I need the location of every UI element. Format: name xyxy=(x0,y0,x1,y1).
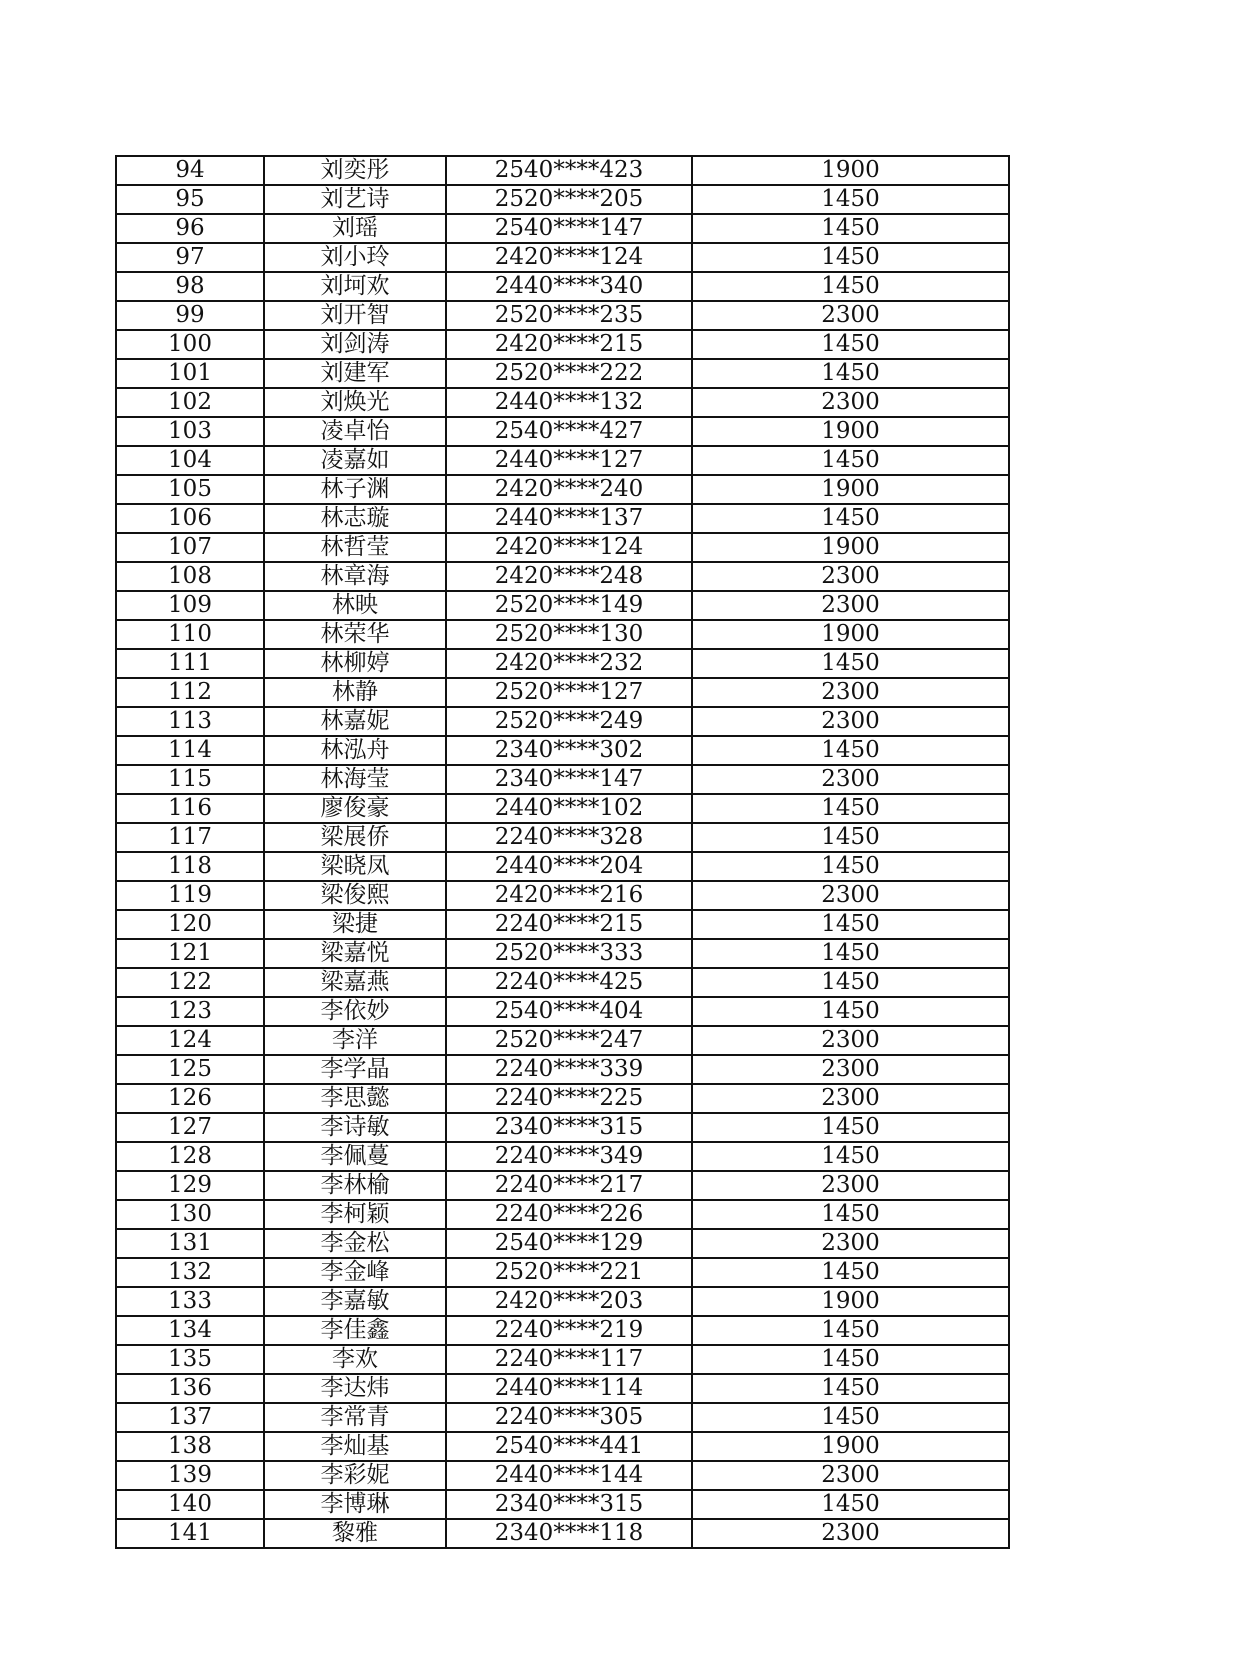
cell-name: 李嘉敏 xyxy=(264,1287,446,1316)
cell-number: 136 xyxy=(116,1374,264,1403)
cell-number: 120 xyxy=(116,910,264,939)
cell-number: 131 xyxy=(116,1229,264,1258)
cell-name: 凌卓怡 xyxy=(264,417,446,446)
cell-number: 107 xyxy=(116,533,264,562)
cell-id: 2520****222 xyxy=(446,359,692,388)
cell-name: 黎雅 xyxy=(264,1519,446,1548)
cell-name: 刘坷欢 xyxy=(264,272,446,301)
cell-amount: 2300 xyxy=(692,881,1009,910)
cell-number: 135 xyxy=(116,1345,264,1374)
table-row xyxy=(116,794,1009,823)
cell-amount: 1450 xyxy=(692,1258,1009,1287)
cell-amount: 2300 xyxy=(692,1171,1009,1200)
cell-name: 李佳鑫 xyxy=(264,1316,446,1345)
cell-amount: 1450 xyxy=(692,1490,1009,1519)
cell-amount: 2300 xyxy=(692,1084,1009,1113)
cell-amount: 1450 xyxy=(692,272,1009,301)
cell-number: 127 xyxy=(116,1113,264,1142)
table-row xyxy=(116,1287,1009,1316)
cell-amount: 1900 xyxy=(692,417,1009,446)
table-row xyxy=(116,1113,1009,1142)
cell-id: 2240****217 xyxy=(446,1171,692,1200)
cell-id: 2340****147 xyxy=(446,765,692,794)
cell-number: 96 xyxy=(116,214,264,243)
table-row xyxy=(116,1142,1009,1171)
cell-id: 2240****339 xyxy=(446,1055,692,1084)
table-row xyxy=(116,910,1009,939)
cell-number: 106 xyxy=(116,504,264,533)
cell-amount: 1900 xyxy=(692,475,1009,504)
cell-id: 2440****144 xyxy=(446,1461,692,1490)
cell-number: 112 xyxy=(116,678,264,707)
table-row xyxy=(116,968,1009,997)
cell-name: 林章海 xyxy=(264,562,446,591)
cell-name: 李金松 xyxy=(264,1229,446,1258)
cell-id: 2520****247 xyxy=(446,1026,692,1055)
cell-amount: 2300 xyxy=(692,388,1009,417)
cell-id: 2240****225 xyxy=(446,1084,692,1113)
cell-name: 梁晓凤 xyxy=(264,852,446,881)
cell-id: 2240****425 xyxy=(446,968,692,997)
cell-id: 2520****149 xyxy=(446,591,692,620)
cell-number: 139 xyxy=(116,1461,264,1490)
cell-amount: 1450 xyxy=(692,997,1009,1026)
table-row xyxy=(116,649,1009,678)
cell-amount: 1450 xyxy=(692,939,1009,968)
table-row xyxy=(116,1229,1009,1258)
table-row xyxy=(116,1200,1009,1229)
cell-number: 122 xyxy=(116,968,264,997)
cell-amount: 1450 xyxy=(692,1200,1009,1229)
cell-amount: 1450 xyxy=(692,185,1009,214)
cell-id: 2240****328 xyxy=(446,823,692,852)
cell-id: 2520****127 xyxy=(446,678,692,707)
cell-amount: 1450 xyxy=(692,359,1009,388)
table-row xyxy=(116,823,1009,852)
table-row xyxy=(116,156,1009,185)
table-row xyxy=(116,417,1009,446)
cell-id: 2440****340 xyxy=(446,272,692,301)
table-row xyxy=(116,1374,1009,1403)
cell-name: 刘开智 xyxy=(264,301,446,330)
table-row xyxy=(116,301,1009,330)
cell-amount: 2300 xyxy=(692,1461,1009,1490)
cell-id: 2420****248 xyxy=(446,562,692,591)
table-row xyxy=(116,243,1009,272)
roster-table xyxy=(115,155,1010,1549)
cell-id: 2240****226 xyxy=(446,1200,692,1229)
cell-number: 123 xyxy=(116,997,264,1026)
table-row xyxy=(116,881,1009,910)
cell-number: 119 xyxy=(116,881,264,910)
cell-id: 2420****203 xyxy=(446,1287,692,1316)
cell-number: 101 xyxy=(116,359,264,388)
cell-name: 刘奕彤 xyxy=(264,156,446,185)
cell-amount: 1450 xyxy=(692,243,1009,272)
cell-amount: 2300 xyxy=(692,1519,1009,1548)
cell-number: 133 xyxy=(116,1287,264,1316)
cell-name: 林志璇 xyxy=(264,504,446,533)
cell-name: 刘艺诗 xyxy=(264,185,446,214)
cell-id: 2240****349 xyxy=(446,1142,692,1171)
cell-id: 2540****427 xyxy=(446,417,692,446)
cell-name: 李金峰 xyxy=(264,1258,446,1287)
cell-name: 李诗敏 xyxy=(264,1113,446,1142)
cell-number: 97 xyxy=(116,243,264,272)
table-row xyxy=(116,1316,1009,1345)
cell-name: 李博琳 xyxy=(264,1490,446,1519)
cell-amount: 1450 xyxy=(692,794,1009,823)
cell-id: 2340****315 xyxy=(446,1490,692,1519)
cell-name: 林嘉妮 xyxy=(264,707,446,736)
cell-name: 林柳婷 xyxy=(264,649,446,678)
table-row xyxy=(116,272,1009,301)
cell-id: 2540****404 xyxy=(446,997,692,1026)
cell-number: 105 xyxy=(116,475,264,504)
cell-amount: 1450 xyxy=(692,968,1009,997)
cell-name: 李佩蔓 xyxy=(264,1142,446,1171)
cell-number: 108 xyxy=(116,562,264,591)
table-row xyxy=(116,765,1009,794)
table-row xyxy=(116,1055,1009,1084)
cell-amount: 1900 xyxy=(692,620,1009,649)
cell-number: 115 xyxy=(116,765,264,794)
cell-amount: 1450 xyxy=(692,852,1009,881)
cell-amount: 1900 xyxy=(692,1432,1009,1461)
cell-name: 刘焕光 xyxy=(264,388,446,417)
cell-id: 2240****215 xyxy=(446,910,692,939)
cell-number: 128 xyxy=(116,1142,264,1171)
cell-name: 梁展侨 xyxy=(264,823,446,852)
cell-number: 134 xyxy=(116,1316,264,1345)
cell-name: 李思懿 xyxy=(264,1084,446,1113)
table-row xyxy=(116,620,1009,649)
cell-name: 林子渊 xyxy=(264,475,446,504)
table-row xyxy=(116,475,1009,504)
cell-number: 98 xyxy=(116,272,264,301)
table-row xyxy=(116,562,1009,591)
table-row xyxy=(116,997,1009,1026)
cell-name: 林荣华 xyxy=(264,620,446,649)
cell-number: 141 xyxy=(116,1519,264,1548)
cell-number: 126 xyxy=(116,1084,264,1113)
cell-id: 2540****147 xyxy=(446,214,692,243)
table-row xyxy=(116,185,1009,214)
cell-number: 103 xyxy=(116,417,264,446)
table-row xyxy=(116,1432,1009,1461)
cell-id: 2520****221 xyxy=(446,1258,692,1287)
roster-table-body xyxy=(116,156,1009,1548)
cell-amount: 1450 xyxy=(692,1113,1009,1142)
document-page xyxy=(115,155,1008,1549)
cell-name: 林海莹 xyxy=(264,765,446,794)
cell-number: 95 xyxy=(116,185,264,214)
cell-amount: 1450 xyxy=(692,1345,1009,1374)
cell-amount: 2300 xyxy=(692,678,1009,707)
cell-amount: 2300 xyxy=(692,1055,1009,1084)
cell-name: 李达炜 xyxy=(264,1374,446,1403)
table-row xyxy=(116,214,1009,243)
cell-amount: 1450 xyxy=(692,446,1009,475)
cell-amount: 2300 xyxy=(692,707,1009,736)
cell-number: 94 xyxy=(116,156,264,185)
table-row xyxy=(116,446,1009,475)
cell-name: 李柯颖 xyxy=(264,1200,446,1229)
table-row xyxy=(116,359,1009,388)
cell-amount: 2300 xyxy=(692,1229,1009,1258)
cell-id: 2240****219 xyxy=(446,1316,692,1345)
cell-id: 2440****102 xyxy=(446,794,692,823)
cell-number: 100 xyxy=(116,330,264,359)
cell-amount: 1450 xyxy=(692,1374,1009,1403)
cell-name: 林哲莹 xyxy=(264,533,446,562)
cell-name: 李欢 xyxy=(264,1345,446,1374)
cell-amount: 1450 xyxy=(692,504,1009,533)
cell-id: 2240****117 xyxy=(446,1345,692,1374)
cell-id: 2520****205 xyxy=(446,185,692,214)
cell-number: 114 xyxy=(116,736,264,765)
cell-id: 2520****235 xyxy=(446,301,692,330)
cell-name: 林映 xyxy=(264,591,446,620)
cell-amount: 1450 xyxy=(692,214,1009,243)
cell-amount: 1450 xyxy=(692,1316,1009,1345)
cell-amount: 1900 xyxy=(692,156,1009,185)
table-row xyxy=(116,678,1009,707)
cell-amount: 1450 xyxy=(692,736,1009,765)
cell-id: 2420****124 xyxy=(446,533,692,562)
cell-number: 140 xyxy=(116,1490,264,1519)
cell-id: 2440****132 xyxy=(446,388,692,417)
cell-number: 125 xyxy=(116,1055,264,1084)
table-row xyxy=(116,852,1009,881)
cell-number: 102 xyxy=(116,388,264,417)
cell-number: 109 xyxy=(116,591,264,620)
cell-amount: 1450 xyxy=(692,1142,1009,1171)
cell-name: 梁俊熙 xyxy=(264,881,446,910)
cell-name: 李林榆 xyxy=(264,1171,446,1200)
cell-amount: 1450 xyxy=(692,823,1009,852)
cell-name: 李彩妮 xyxy=(264,1461,446,1490)
table-row xyxy=(116,504,1009,533)
cell-number: 117 xyxy=(116,823,264,852)
cell-name: 李学晶 xyxy=(264,1055,446,1084)
cell-id: 2420****124 xyxy=(446,243,692,272)
table-row xyxy=(116,1490,1009,1519)
cell-id: 2540****441 xyxy=(446,1432,692,1461)
cell-amount: 1450 xyxy=(692,330,1009,359)
cell-id: 2520****333 xyxy=(446,939,692,968)
cell-number: 124 xyxy=(116,1026,264,1055)
cell-name: 廖俊豪 xyxy=(264,794,446,823)
cell-number: 116 xyxy=(116,794,264,823)
cell-number: 138 xyxy=(116,1432,264,1461)
cell-name: 刘瑶 xyxy=(264,214,446,243)
cell-id: 2540****129 xyxy=(446,1229,692,1258)
cell-number: 118 xyxy=(116,852,264,881)
cell-id: 2340****315 xyxy=(446,1113,692,1142)
cell-number: 110 xyxy=(116,620,264,649)
cell-name: 李灿基 xyxy=(264,1432,446,1461)
cell-number: 121 xyxy=(116,939,264,968)
cell-amount: 2300 xyxy=(692,765,1009,794)
cell-number: 129 xyxy=(116,1171,264,1200)
table-row xyxy=(116,1461,1009,1490)
table-row xyxy=(116,1026,1009,1055)
cell-number: 132 xyxy=(116,1258,264,1287)
cell-id: 2420****215 xyxy=(446,330,692,359)
table-row xyxy=(116,1171,1009,1200)
table-row xyxy=(116,330,1009,359)
cell-name: 凌嘉如 xyxy=(264,446,446,475)
cell-number: 130 xyxy=(116,1200,264,1229)
cell-number: 99 xyxy=(116,301,264,330)
cell-amount: 1450 xyxy=(692,649,1009,678)
cell-amount: 2300 xyxy=(692,562,1009,591)
cell-amount: 2300 xyxy=(692,1026,1009,1055)
cell-id: 2420****232 xyxy=(446,649,692,678)
cell-amount: 2300 xyxy=(692,301,1009,330)
cell-amount: 2300 xyxy=(692,591,1009,620)
cell-name: 林静 xyxy=(264,678,446,707)
cell-name: 林泓舟 xyxy=(264,736,446,765)
cell-id: 2440****114 xyxy=(446,1374,692,1403)
cell-number: 113 xyxy=(116,707,264,736)
cell-name: 李依妙 xyxy=(264,997,446,1026)
cell-number: 137 xyxy=(116,1403,264,1432)
cell-id: 2520****130 xyxy=(446,620,692,649)
table-row xyxy=(116,1258,1009,1287)
cell-id: 2520****249 xyxy=(446,707,692,736)
cell-name: 李常青 xyxy=(264,1403,446,1432)
cell-amount: 1900 xyxy=(692,533,1009,562)
cell-amount: 1450 xyxy=(692,1403,1009,1432)
table-row xyxy=(116,591,1009,620)
cell-name: 刘剑涛 xyxy=(264,330,446,359)
table-row xyxy=(116,1519,1009,1548)
table-row xyxy=(116,939,1009,968)
cell-id: 2340****302 xyxy=(446,736,692,765)
cell-name: 刘小玲 xyxy=(264,243,446,272)
cell-amount: 1900 xyxy=(692,1287,1009,1316)
table-row xyxy=(116,707,1009,736)
cell-id: 2440****137 xyxy=(446,504,692,533)
table-row xyxy=(116,388,1009,417)
table-row xyxy=(116,1084,1009,1113)
table-row xyxy=(116,1345,1009,1374)
cell-id: 2420****216 xyxy=(446,881,692,910)
cell-name: 刘建军 xyxy=(264,359,446,388)
cell-id: 2420****240 xyxy=(446,475,692,504)
cell-number: 111 xyxy=(116,649,264,678)
cell-name: 梁嘉燕 xyxy=(264,968,446,997)
cell-id: 2440****204 xyxy=(446,852,692,881)
table-row xyxy=(116,1403,1009,1432)
cell-name: 李洋 xyxy=(264,1026,446,1055)
cell-id: 2440****127 xyxy=(446,446,692,475)
cell-name: 梁嘉悦 xyxy=(264,939,446,968)
cell-name: 梁捷 xyxy=(264,910,446,939)
cell-id: 2340****118 xyxy=(446,1519,692,1548)
cell-id: 2240****305 xyxy=(446,1403,692,1432)
table-row xyxy=(116,736,1009,765)
cell-number: 104 xyxy=(116,446,264,475)
cell-id: 2540****423 xyxy=(446,156,692,185)
cell-amount: 1450 xyxy=(692,910,1009,939)
table-row xyxy=(116,533,1009,562)
